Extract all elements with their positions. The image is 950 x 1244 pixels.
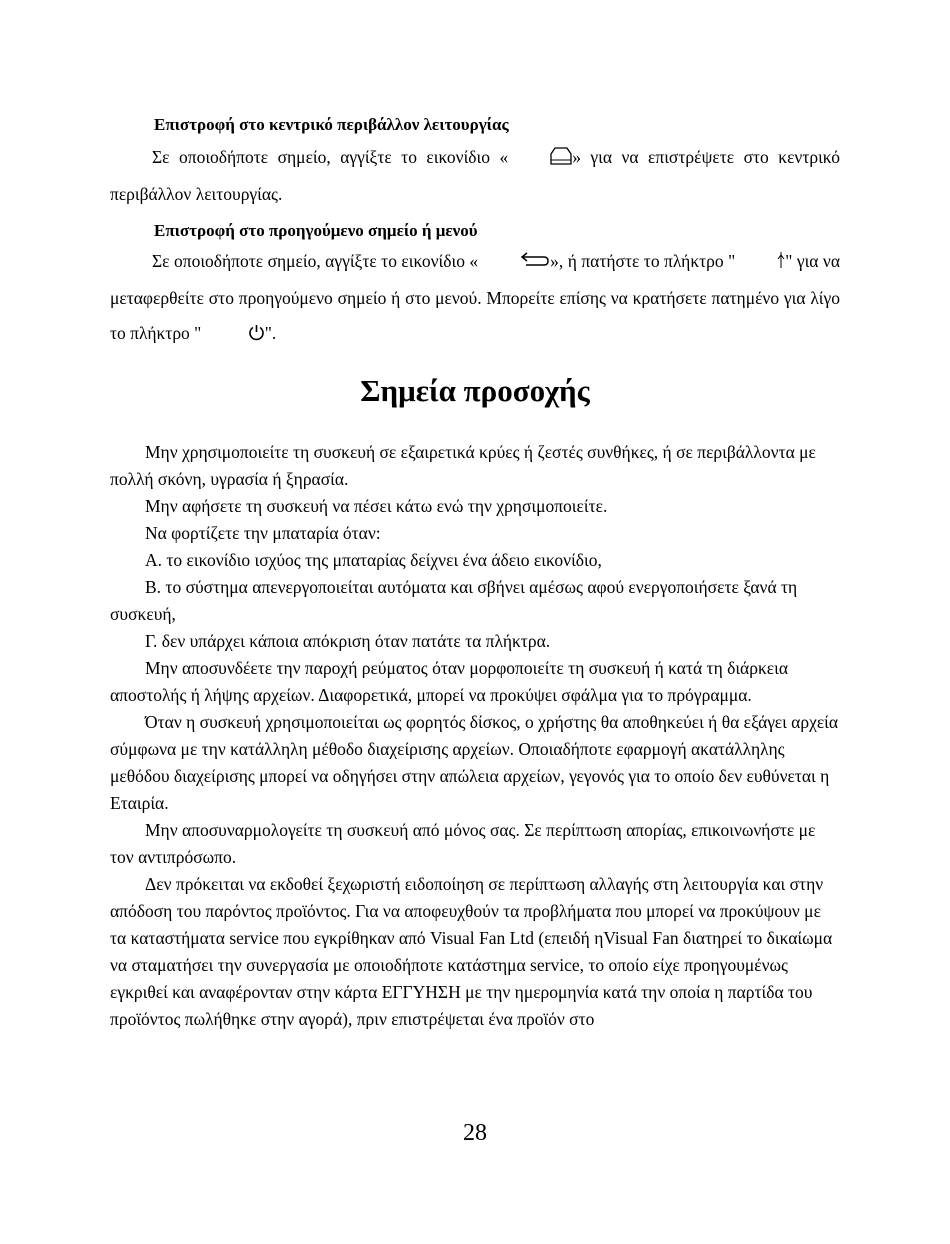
text-segment: », ή πατήστε το πλήκτρο " bbox=[550, 251, 736, 271]
text-segment: Σε οποιοδήποτε σημείο, αγγίξτε το εικονίδιο « bbox=[152, 251, 479, 271]
back-key-icon bbox=[735, 246, 785, 281]
home-icon bbox=[508, 142, 572, 177]
back-arrow-icon bbox=[478, 246, 550, 281]
paragraph: Μην αφήσετε τη συσκευή να πέσει κάτω ενώ την χρησιμοποιείτε. bbox=[145, 496, 608, 516]
text-segment: ". bbox=[264, 323, 277, 343]
page-number: 28 bbox=[463, 1120, 487, 1146]
paragraph-return-previous bbox=[110, 244, 840, 353]
heading-return-main: Επιστροφή στο κεντρικό περιβάλλον λειτουργίας bbox=[154, 115, 509, 134]
heading-return-previous: Επιστροφή στο προηγούμενο σημείο ή μενού bbox=[154, 221, 478, 240]
paragraph-return-main bbox=[110, 140, 840, 212]
page-content bbox=[110, 112, 840, 1033]
paragraph: Όταν η συσκευή χρησιμοποιείται ως φορητός δίσκος, ο χρήστης θα αποθηκεύει ή θα εξάγει αρχεία σύμφωνα με την κατάλληλη μέθοδο διαχείρισης αρχείων. Οποιαδήποτε εφαρμογή ακατάλληλης μεθόδου διαχείρισης μπορεί να οδηγήσει στην απώλεια αρχείων, γεγονός για το οποίο δεν ευθύνεται η Εταιρία. bbox=[110, 712, 839, 813]
paragraph: Μην χρησιμοποιείτε τη συσκευή σε εξαιρετικά κρύες ή ζεστές συνθήκες, ή σε περιβάλλοντα με πολλή σκόνη, υγρασία ή ξηρασία. bbox=[110, 442, 816, 489]
paragraph: Δεν πρόκειται να εκδοθεί ξεχωριστή ειδοποίηση σε περίπτωση αλλαγής στη λειτουργία και στην απόδοση του παρόντος προϊόντος. Για να αποφευχθούν τα προβλήματα που μπορεί να προκύψουν με τα καταστήματα service που εγκρίθηκαν από Visual Fan Ltd (επειδή ηVisual Fan διατηρεί το δικαίωμα να σταματήσει την συνεργασία με οποιοδήποτε κατάστημα service, το οποίο είχε προηγουμένως εγκριθεί και αναφέρονταν στην κάρτα ΕΓΓΥΗΣΗ με την ημερομηνία κατά την οποία η παρτίδα του προϊόντος πωλήθηκε στην αγορά), πριν επιστρέψεται ένα προϊόν στο bbox=[110, 874, 833, 1029]
text-segment: " για να μεταφερθείτε στο προηγούμενο σημείο ή στο μενού. Μπορείτε επίσης να κρατήσετε πατημένο για λίγο το πλήκτρο " bbox=[110, 251, 840, 343]
paragraph: Β. το σύστημα απενεργοποιείται αυτόματα και σβήνει αμέσως αφού ενεργοποιήσετε ξανά τη συσκευή, bbox=[110, 577, 798, 624]
paragraph: Α. το εικονίδιο ισχύος της μπαταρίας δείχνει ένα άδειο εικονίδιο, bbox=[145, 550, 602, 570]
paragraph: Να φορτίζετε την μπαταρία όταν: bbox=[145, 523, 381, 543]
power-icon bbox=[206, 318, 265, 353]
paragraph: Γ. δεν υπάρχει κάποια απόκριση όταν πατάτε τα πλήκτρα. bbox=[145, 631, 551, 651]
text-segment: Σε οποιοδήποτε σημείο, αγγίξτε το εικονίδιο « bbox=[152, 147, 509, 167]
section-title: Σημεία προσοχής bbox=[360, 373, 590, 408]
paragraph: Μην αποσυνδέετε την παροχή ρεύματος όταν μορφοποιείτε τη συσκευή ή κατά τη διάρκεια αποστολής ή λήψης αρχείων. Διαφορετικά, μπορεί να προκύψει σφάλμα για το πρόγραμμα. bbox=[110, 658, 789, 705]
paragraph: Μην αποσυναρμολογείτε τη συσκευή από μόνος σας. Σε περίπτωση απορίας, επικοινωνήστε με τον αντιπρόσωπο. bbox=[110, 820, 816, 867]
text-segment: » για να επιστρέψετε στο κεντρικό περιβάλλον λειτουργίας. bbox=[110, 147, 840, 204]
precautions-list bbox=[110, 439, 840, 1033]
